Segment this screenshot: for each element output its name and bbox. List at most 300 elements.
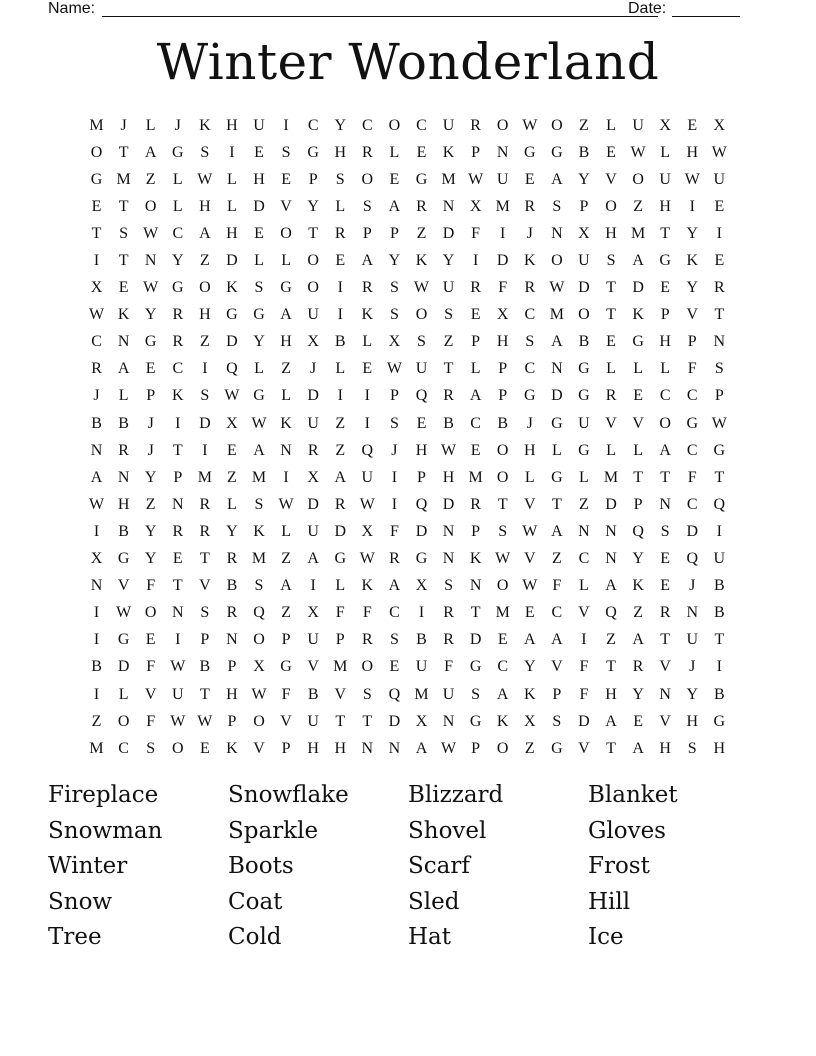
grid-letter: A — [144, 143, 157, 161]
grid-letter: V — [253, 739, 265, 757]
grid-letter: C — [497, 658, 509, 676]
grid-letter: U — [578, 414, 590, 432]
grid-letter: A — [307, 550, 319, 568]
grid-letter: W — [522, 577, 538, 595]
grid-letter: V — [551, 658, 563, 676]
grid-letter: C — [172, 224, 184, 242]
grid-letter: N — [442, 550, 455, 568]
grid-letter: X — [713, 116, 726, 134]
grid-letter: R — [361, 143, 373, 161]
grid-letter: Y — [632, 550, 644, 568]
grid-letter: I — [581, 631, 587, 649]
grid-letter: C — [686, 387, 698, 405]
grid-letter: T — [118, 252, 129, 270]
grid-letter: V — [199, 577, 211, 595]
grid-letter: T — [660, 224, 671, 242]
grid-letter: F — [146, 712, 156, 730]
grid-letter: R — [361, 631, 373, 649]
grid-letter: Y — [686, 279, 699, 297]
grid-row — [83, 546, 733, 573]
grid-letter: E — [714, 197, 725, 215]
word-list-item: Snow — [48, 888, 113, 915]
grid-letter: T — [497, 495, 508, 513]
word-list-item: Cold — [228, 924, 282, 950]
grid-letter: W — [359, 495, 375, 513]
grid-letter: O — [307, 252, 319, 270]
grid-letter: G — [171, 143, 184, 161]
grid-letter: M — [89, 116, 104, 134]
grid-row — [83, 356, 733, 383]
grid-letter: U — [442, 116, 455, 134]
grid-letter: B — [497, 414, 509, 432]
grid-letter: Y — [578, 170, 590, 188]
grid-letter: Z — [579, 495, 589, 513]
grid-letter: P — [227, 658, 237, 676]
grid-letter: F — [579, 658, 589, 676]
grid-letter: V — [117, 577, 130, 595]
grid-letter: S — [362, 197, 372, 215]
grid-letter: W — [711, 414, 727, 432]
grid-letter: Y — [632, 685, 644, 703]
grid-letter: C — [578, 550, 590, 568]
grid-letter: P — [471, 333, 481, 351]
grid-letter: J — [689, 577, 696, 595]
grid-letter: U — [713, 550, 726, 568]
grid-letter: I — [202, 441, 208, 459]
grid-letter: L — [172, 197, 183, 215]
grid-letter: F — [687, 360, 697, 378]
grid-letter: S — [389, 631, 399, 649]
grid-letter: S — [200, 604, 210, 622]
grid-row — [83, 247, 733, 274]
grid-letter: K — [442, 143, 455, 161]
grid-letter: T — [606, 739, 616, 757]
grid-letter: P — [389, 224, 399, 242]
grid-letter: T — [660, 631, 671, 649]
grid-row — [83, 600, 733, 627]
grid-row — [83, 708, 733, 735]
grid-letter: N — [551, 224, 563, 242]
grid-letter: D — [632, 279, 644, 297]
grid-letter: A — [551, 522, 563, 540]
grid-letter: D — [388, 712, 401, 730]
grid-letter: K — [226, 279, 238, 297]
grid-letter: V — [280, 197, 292, 215]
grid-row — [83, 491, 733, 518]
grid-letter: H — [415, 441, 428, 459]
grid-letter: P — [579, 197, 589, 215]
grid-letter: H — [253, 170, 265, 188]
grid-letter: F — [444, 658, 453, 676]
grid-letter: U — [307, 522, 319, 540]
grid-letter: H — [713, 739, 726, 757]
grid-letter: G — [578, 387, 590, 405]
grid-letter: L — [660, 143, 671, 161]
grid-letter: S — [389, 414, 399, 432]
grid-letter: A — [117, 360, 130, 378]
grid-letter: R — [470, 116, 481, 134]
grid-letter: P — [227, 712, 237, 730]
grid-letter: R — [524, 197, 536, 215]
grid-letter: S — [335, 170, 345, 188]
grid-letter: N — [171, 604, 184, 622]
grid-letter: H — [307, 739, 319, 757]
grid-letter: P — [146, 387, 156, 405]
grid-letter: R — [334, 224, 346, 242]
grid-letter: W — [522, 116, 538, 134]
grid-letter: E — [118, 279, 129, 297]
grid-letter: Z — [606, 631, 616, 649]
grid-letter: W — [495, 550, 511, 568]
grid-letter: I — [229, 143, 235, 161]
grid-letter: H — [605, 224, 617, 242]
grid-letter: R — [172, 306, 184, 324]
grid-letter: G — [659, 252, 671, 270]
grid-letter: K — [226, 739, 238, 757]
grid-letter: Z — [227, 468, 237, 486]
grid-letter: S — [389, 306, 399, 324]
grid-letter: J — [526, 224, 533, 242]
grid-letter: K — [117, 306, 130, 324]
grid-letter: U — [659, 170, 671, 188]
grid-letter: C — [686, 441, 698, 459]
grid-letter: U — [496, 170, 509, 188]
grid-letter: U — [415, 658, 428, 676]
grid-letter: Y — [388, 252, 401, 270]
grid-letter: Z — [199, 252, 210, 270]
grid-letter: L — [172, 170, 183, 188]
grid-letter: D — [117, 658, 130, 676]
grid-letter: O — [388, 116, 401, 134]
grid-letter: F — [146, 577, 156, 595]
grid-letter: L — [145, 116, 156, 134]
grid-letter: F — [362, 604, 372, 622]
grid-letter: Z — [524, 739, 535, 757]
grid-letter: N — [144, 252, 157, 270]
grid-letter: Z — [281, 360, 291, 378]
grid-letter: L — [335, 360, 346, 378]
grid-letter: H — [659, 739, 671, 757]
grid-letter: G — [713, 441, 726, 459]
grid-letter: A — [632, 739, 644, 757]
grid-letter: B — [443, 414, 454, 432]
grid-letter: A — [199, 224, 211, 242]
grid-letter: Z — [335, 414, 346, 432]
grid-letter: L — [524, 468, 535, 486]
grid-letter: T — [714, 631, 725, 649]
grid-letter: D — [578, 712, 590, 730]
grid-letter: D — [226, 333, 238, 351]
grid-letter: L — [227, 197, 237, 215]
grid-letter: V — [578, 739, 590, 757]
grid-letter: T — [606, 306, 616, 324]
grid-letter: I — [175, 414, 181, 432]
grid-row — [83, 735, 733, 762]
grid-letter: P — [471, 739, 481, 757]
grid-letter: I — [93, 252, 100, 270]
name-label: Name: — [48, 0, 96, 17]
grid-letter: U — [307, 631, 319, 649]
grid-letter: L — [281, 522, 291, 540]
grid-letter: A — [334, 468, 347, 486]
grid-letter: E — [416, 414, 427, 432]
grid-letter: J — [147, 414, 154, 432]
grid-letter: E — [660, 550, 671, 568]
grid-letter: G — [307, 143, 319, 161]
grid-row — [83, 329, 733, 356]
grid-letter: S — [714, 360, 724, 378]
grid-letter: T — [118, 143, 129, 161]
grid-letter: N — [117, 333, 130, 351]
grid-letter: D — [496, 252, 509, 270]
grid-letter: N — [171, 495, 184, 513]
grid-letter: S — [552, 712, 562, 730]
grid-letter: D — [442, 224, 455, 242]
grid-letter: G — [551, 414, 563, 432]
grid-letter: S — [471, 685, 481, 703]
grid-letter: Y — [307, 197, 319, 215]
grid-letter: G — [551, 739, 563, 757]
grid-letter: A — [605, 577, 617, 595]
grid-letter: Z — [416, 224, 427, 242]
grid-letter: Z — [443, 333, 454, 351]
grid-letter: L — [606, 360, 616, 378]
grid-letter: A — [632, 252, 644, 270]
grid-letter: O — [361, 170, 374, 188]
grid-letter: O — [496, 116, 509, 134]
grid-letter: N — [496, 143, 509, 161]
grid-letter: I — [364, 414, 370, 432]
grid-letter: G — [551, 468, 563, 486]
grid-letter: V — [307, 658, 319, 676]
grid-letter: A — [280, 306, 292, 324]
grid-letter: T — [443, 360, 454, 378]
grid-letter: Y — [144, 550, 157, 568]
grid-letter: J — [689, 658, 696, 676]
grid-letter: C — [389, 604, 400, 622]
grid-letter: S — [254, 577, 264, 595]
grid-letter: T — [199, 550, 210, 568]
grid-letter: W — [413, 279, 430, 297]
grid-letter: F — [552, 577, 562, 595]
grid-letter: D — [334, 522, 347, 540]
grid-letter: N — [90, 577, 103, 595]
grid-letter: E — [145, 360, 156, 378]
word-list-item: Fireplace — [48, 782, 159, 808]
grid-letter: C — [524, 360, 536, 378]
grid-letter: M — [251, 550, 267, 568]
grid-letter: R — [389, 550, 400, 568]
grid-letter: E — [172, 550, 183, 568]
grid-letter: K — [632, 306, 644, 324]
grid-letter: S — [362, 685, 372, 703]
grid-letter: C — [686, 495, 698, 513]
grid-letter: I — [472, 252, 479, 270]
grid-letter: M — [549, 306, 564, 324]
grid-letter: W — [88, 306, 105, 324]
grid-letter: B — [307, 685, 319, 703]
grid-letter: Z — [579, 116, 589, 134]
grid-letter: Y — [171, 252, 184, 270]
grid-letter: Z — [633, 604, 643, 622]
word-list-item: Shovel — [408, 817, 487, 844]
grid-letter: P — [498, 360, 508, 378]
grid-letter: M — [495, 604, 510, 622]
grid-letter: S — [417, 333, 426, 351]
grid-letter: W — [522, 522, 538, 540]
grid-letter: Q — [605, 604, 617, 622]
grid-letter: E — [362, 360, 373, 378]
grid-letter: Q — [713, 495, 726, 513]
grid-letter: D — [605, 495, 617, 513]
grid-letter: S — [146, 739, 156, 757]
grid-letter: D — [578, 279, 590, 297]
grid-letter: G — [524, 143, 536, 161]
grid-letter: U — [361, 468, 374, 486]
grid-letter: G — [171, 279, 184, 297]
grid-letter: S — [254, 495, 264, 513]
grid-letter: V — [659, 658, 671, 676]
grid-letter: W — [441, 441, 457, 459]
grid-letter: N — [442, 712, 455, 730]
grid-letter: K — [280, 414, 292, 432]
grid-letter: L — [118, 387, 129, 405]
grid-letter: D — [686, 522, 699, 540]
grid-letter: M — [251, 468, 267, 486]
grid-letter: G — [632, 333, 644, 351]
grid-letter: T — [606, 658, 616, 676]
grid-letter: G — [90, 170, 103, 188]
grid-letter: U — [632, 116, 644, 134]
grid-letter: L — [606, 441, 616, 459]
grid-letter: Y — [253, 333, 265, 351]
grid-letter: Q — [361, 441, 374, 459]
grid-row — [83, 654, 733, 681]
grid-letter: X — [361, 522, 374, 540]
grid-letter: R — [714, 279, 725, 297]
grid-letter: O — [496, 441, 509, 459]
grid-letter: S — [281, 143, 291, 161]
grid-letter: Q — [415, 387, 428, 405]
grid-letter: U — [713, 170, 726, 188]
grid-letter: R — [443, 604, 454, 622]
date-blank-line — [672, 16, 740, 17]
grid-letter: G — [551, 143, 563, 161]
grid-letter: B — [578, 143, 590, 161]
grid-letter: W — [88, 495, 105, 513]
grid-letter: O — [605, 197, 617, 215]
grid-letter: S — [254, 279, 264, 297]
grid-letter: A — [551, 631, 563, 649]
grid-letter: L — [606, 116, 616, 134]
grid-letter: E — [470, 441, 481, 459]
grid-letter: H — [117, 495, 130, 513]
grid-letter: Q — [226, 360, 238, 378]
grid-letter: V — [578, 604, 590, 622]
grid-letter: K — [496, 712, 509, 730]
grid-letter: K — [524, 252, 536, 270]
grid-letter: D — [442, 495, 455, 513]
grid-letter: Y — [686, 685, 699, 703]
grid-letter: S — [606, 252, 616, 270]
word-list-item: Hat — [408, 924, 452, 950]
grid-letter: H — [280, 333, 292, 351]
grid-letter: B — [578, 333, 590, 351]
grid-letter: E — [227, 441, 237, 459]
grid-letter: Z — [91, 712, 102, 730]
grid-letter: P — [498, 387, 508, 405]
grid-letter: M — [630, 224, 646, 242]
grid-letter: T — [660, 468, 671, 486]
name-blank-line — [102, 16, 658, 17]
grid-letter: L — [254, 360, 264, 378]
grid-letter: F — [335, 604, 345, 622]
grid-letter: T — [335, 712, 346, 730]
grid-letter: Y — [144, 522, 157, 540]
grid-letter: C — [307, 116, 319, 134]
grid-letter: N — [551, 360, 563, 378]
grid-row — [83, 112, 733, 139]
grid-letter: E — [524, 170, 535, 188]
grid-letter: H — [226, 224, 238, 242]
grid-letter: L — [389, 143, 400, 161]
grid-letter: H — [605, 685, 617, 703]
grid-letter: X — [307, 604, 319, 622]
grid-letter: B — [91, 414, 102, 432]
grid-letter: W — [468, 170, 484, 188]
grid-letter: O — [415, 306, 428, 324]
grid-letter: A — [659, 441, 671, 459]
grid-letter: I — [716, 224, 722, 242]
grid-row — [83, 383, 733, 410]
grid-letter: L — [118, 685, 129, 703]
grid-letter: C — [551, 604, 563, 622]
grid-letter: R — [91, 360, 102, 378]
grid-letter: X — [415, 712, 428, 730]
grid-letter: E — [254, 224, 264, 242]
grid-letter: G — [117, 550, 130, 568]
grid-letter: R — [443, 387, 454, 405]
grid-letter: R — [416, 197, 427, 215]
grid-letter: G — [469, 712, 482, 730]
grid-letter: X — [469, 197, 482, 215]
grid-letter: A — [415, 739, 428, 757]
grid-letter: H — [686, 712, 699, 730]
grid-letter: A — [90, 468, 103, 486]
grid-letter: H — [686, 143, 699, 161]
grid-letter: O — [551, 252, 563, 270]
grid-letter: S — [525, 333, 535, 351]
grid-letter: T — [551, 495, 562, 513]
grid-letter: L — [335, 577, 346, 595]
date-label: Date: — [628, 0, 667, 17]
grid-letter: J — [310, 360, 317, 378]
grid-letter: R — [605, 387, 617, 405]
grid-letter: N — [280, 441, 292, 459]
word-list-item: Gloves — [588, 817, 666, 844]
grid-letter: L — [281, 387, 291, 405]
grid-letter: N — [442, 522, 455, 540]
grid-letter: P — [471, 143, 481, 161]
grid-letter: M — [116, 170, 131, 188]
grid-letter: X — [524, 712, 536, 730]
grid-letter: D — [469, 631, 482, 649]
grid-letter: O — [496, 739, 509, 757]
grid-letter: I — [418, 604, 425, 622]
grid-letter: B — [334, 333, 346, 351]
grid-letter: S — [119, 224, 129, 242]
grid-letter: X — [253, 658, 265, 676]
